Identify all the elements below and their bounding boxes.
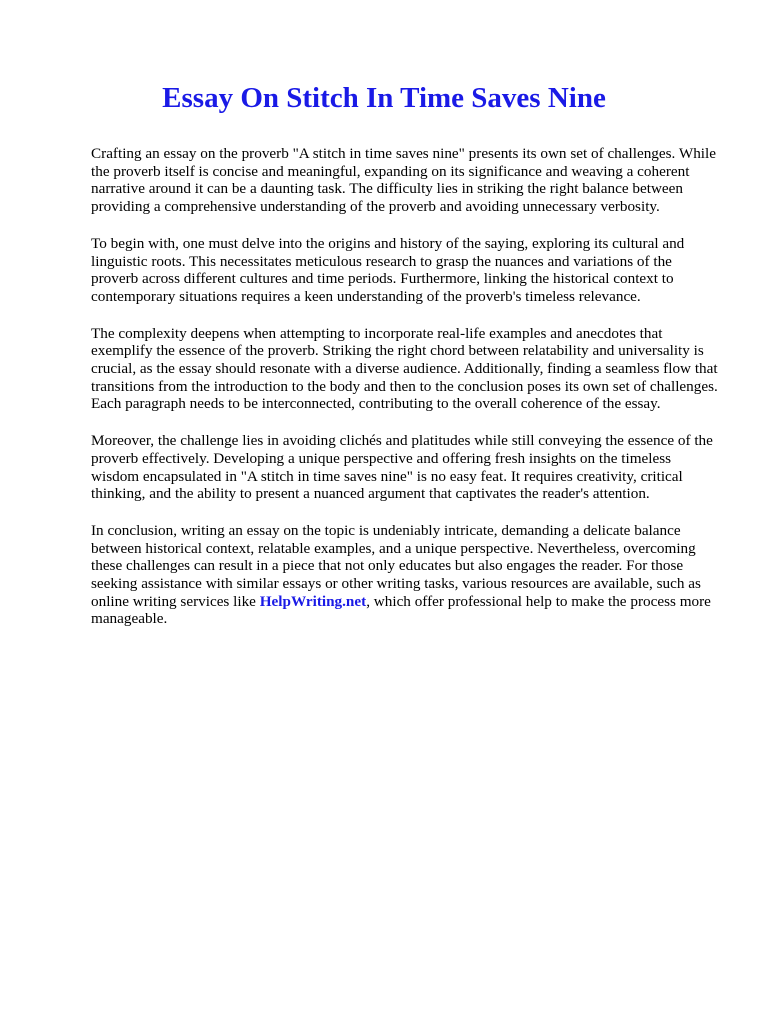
page-title: Essay On Stitch In Time Saves Nine bbox=[162, 82, 606, 114]
paragraph-2: To begin with, one must delve into the origins and history of the saying, exploring its cultural and linguistic roots. This necessitates meticulous research to grasp the nuances and variations of the proverb across different cultures and time periods. Furthermore, linking the historical context to contemporary situations requires a keen understanding of the proverb's timeless relevance. bbox=[91, 234, 685, 305]
paragraph-3: The complexity deepens when attempting to incorporate real-life examples and anecdotes that exemplify the essence of the proverb. Striking the right chord between relatability and universality is crucial, as the essay should resonate with a diverse audience. Additionally, finding a seamless flow that transitions from the introduction to the body and then to the conclusion poses its own set of challenges. Each paragraph needs to be interconnected, contributing to the overall coherence of the essay. bbox=[91, 324, 718, 413]
conclusion-text-before-link: In conclusion, writing an essay on the topic is undeniably intricate, demanding a delicate balance between historical context, relatable examples, and a unique perspective. Nevertheless, overcoming these challenges can result in a piece that not only educates but also engages the reader. For those seeking assistance with similar essays or other writing tasks, various resources are available, such as online writing services like bbox=[91, 521, 701, 610]
paragraph-4: Moreover, the challenge lies in avoiding clichés and platitudes while still conveying the essence of the proverb effectively. Developing a unique perspective and offering fresh insights on the timeless wisdom encapsulated in "A stitch in time saves nine" is no easy feat. It requires creativity, critical thinking, and the ability to present a nuanced argument that captivates the reader's attention. bbox=[91, 432, 713, 503]
paragraph-1: Crafting an essay on the proverb "A stitch in time saves nine" presents its own set of challenges. While the proverb itself is concise and meaningful, expanding on its significance and weaving a coherent narrative around it can be a daunting task. The difficulty lies in striking the right balance between providing a comprehensive understanding of the proverb and avoiding unnecessary verbosity. bbox=[91, 145, 716, 216]
paragraph-5-conclusion bbox=[91, 522, 721, 628]
essay-body bbox=[91, 145, 721, 647]
helpwriting-link[interactable]: HelpWriting.net bbox=[259, 592, 367, 610]
conclusion-text-after-link: , which offer professional help to make the process more manageable. bbox=[91, 592, 711, 628]
